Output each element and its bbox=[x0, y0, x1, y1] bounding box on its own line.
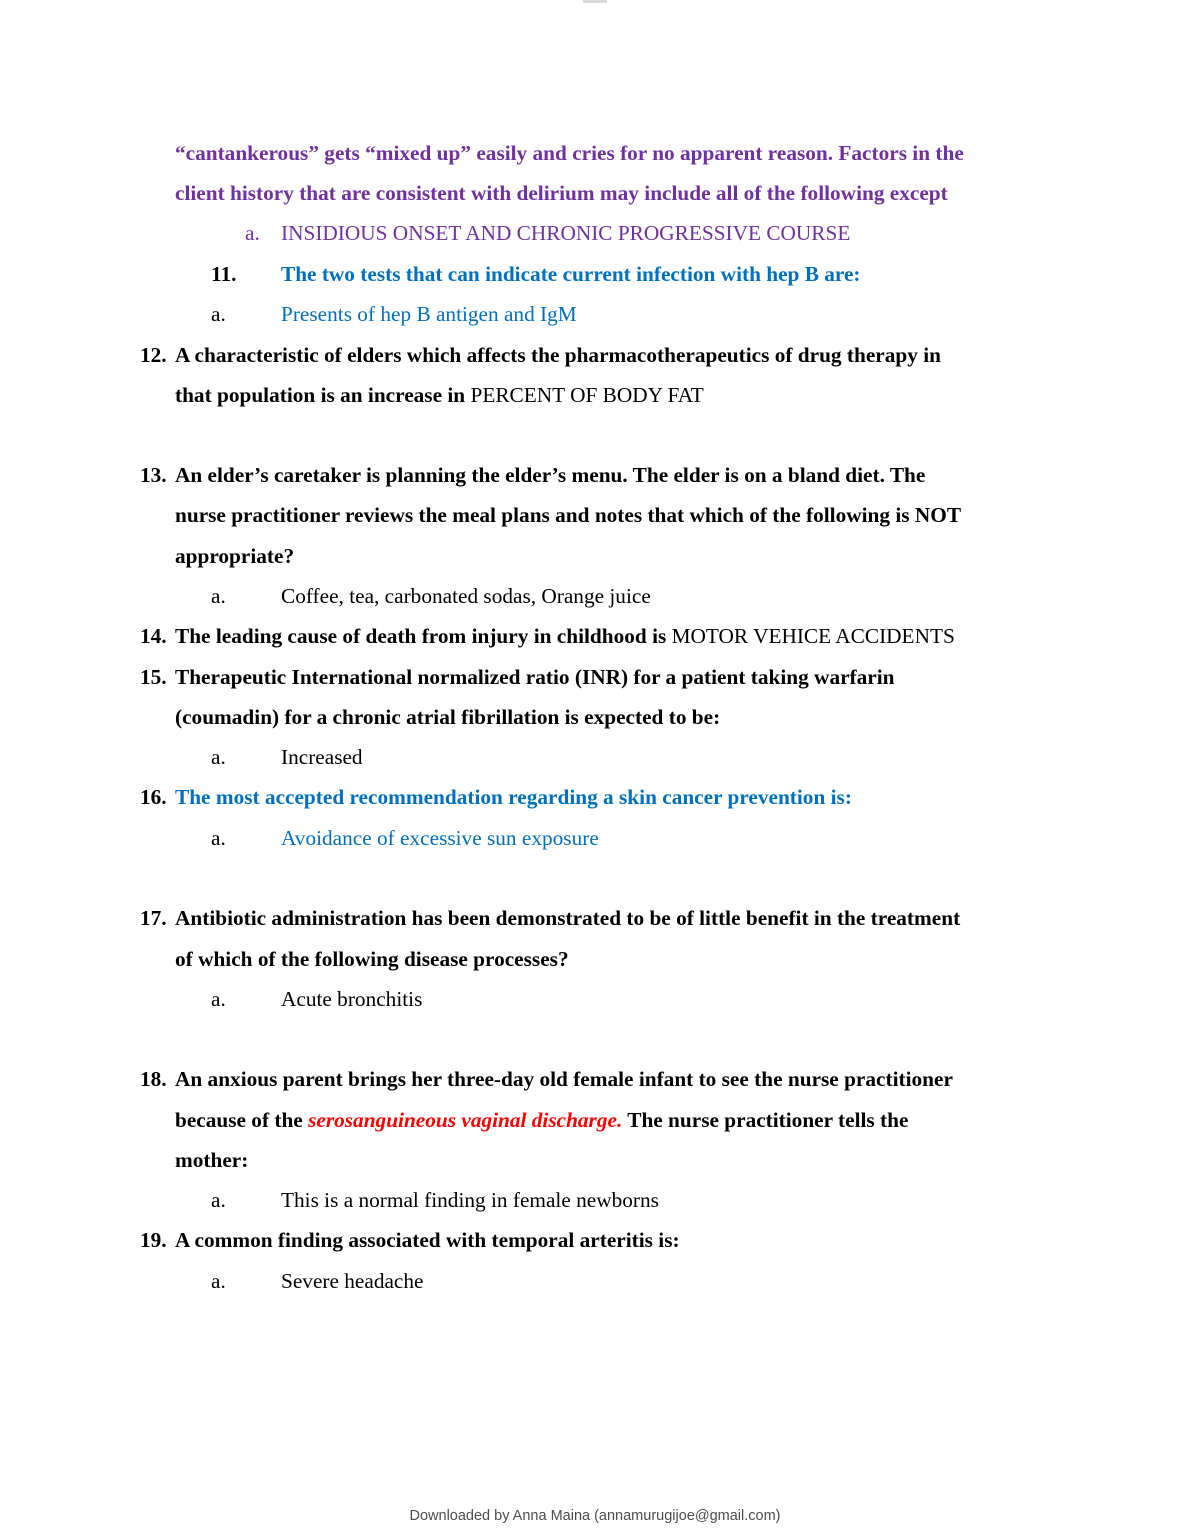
q19-answer: Severe headache bbox=[281, 1269, 424, 1293]
q17-answer-letter: a. bbox=[211, 987, 226, 1011]
q18-line-2-end: The nurse practitioner tells the bbox=[627, 1108, 909, 1132]
q12-line-2-bold: that population is an increase in bbox=[175, 383, 466, 407]
q13-text-line-1: An elder’s caretaker is planning the elder’s menu. The elder is on a bland diet. The bbox=[175, 463, 926, 487]
q10-text-line-1: “cantankerous” gets “mixed up” easily and cries for no apparent reason. Factors in the bbox=[175, 141, 964, 165]
q11-question: The two tests that can indicate current infection with hep B are: bbox=[281, 262, 861, 286]
q19-answer-letter: a. bbox=[211, 1269, 226, 1293]
q17-answer: Acute bronchitis bbox=[281, 987, 423, 1011]
q14-answer: MOTOR VEHICE ACCIDENTS bbox=[671, 624, 955, 648]
q14-question: The leading cause of death from injury in childhood is bbox=[175, 624, 667, 648]
q15-text-line-1: Therapeutic International normalized ratio (INR) for a patient taking warfarin bbox=[175, 665, 895, 689]
q10-text-line-2: client history that are consistent with delirium may include all of the following except bbox=[175, 181, 948, 205]
q18-line-2-start: because of the bbox=[175, 1108, 303, 1132]
q13-text-line-3: appropriate? bbox=[175, 544, 295, 568]
q15-number: 15. bbox=[140, 665, 167, 689]
q18-text-line-3: mother: bbox=[175, 1148, 249, 1172]
q12-number: 12. bbox=[140, 343, 167, 367]
q16-answer: Avoidance of excessive sun exposure bbox=[281, 826, 599, 850]
q15-answer-letter: a. bbox=[211, 745, 226, 769]
q12-text-line-1: A characteristic of elders which affects the pharmacotherapeutics of drug therapy in bbox=[175, 343, 941, 367]
header-watermark bbox=[583, 0, 607, 3]
q11-answer-letter: a. bbox=[211, 302, 226, 326]
q12-answer: PERCENT OF BODY FAT bbox=[470, 383, 704, 407]
q17-number: 17. bbox=[140, 906, 167, 930]
q13-text-line-2: nurse practitioner reviews the meal plans and notes that which of the following is NOT bbox=[175, 503, 962, 527]
q19-question: A common finding associated with temporal arteritis is: bbox=[175, 1228, 680, 1252]
q13-answer-letter: a. bbox=[211, 584, 226, 608]
q15-answer: Increased bbox=[281, 745, 363, 769]
q13-number: 13. bbox=[140, 463, 167, 487]
q18-text-line-2 bbox=[175, 1106, 908, 1134]
q15-text-line-2: (coumadin) for a chronic atrial fibrillation is expected to be: bbox=[175, 705, 721, 729]
q12-text-line-2 bbox=[175, 381, 704, 409]
q16-answer-letter: a. bbox=[211, 826, 226, 850]
q18-number: 18. bbox=[140, 1067, 167, 1091]
q18-text-line-1: An anxious parent brings her three-day old female infant to see the nurse practitioner bbox=[175, 1067, 953, 1091]
q18-emphasis: serosanguineous vaginal discharge. bbox=[308, 1108, 623, 1132]
q16-question: The most accepted recommendation regarding a skin cancer prevention is: bbox=[175, 785, 852, 809]
download-footer: Downloaded by Anna Maina (annamurugijoe@gmail.com) bbox=[409, 1508, 781, 1524]
q17-text-line-2: of which of the following disease processes? bbox=[175, 947, 569, 971]
q10-answer: INSIDIOUS ONSET AND CHRONIC PROGRESSIVE COURSE bbox=[281, 221, 851, 245]
q14-number: 14. bbox=[140, 624, 167, 648]
q18-answer-letter: a. bbox=[211, 1188, 226, 1212]
q14-text bbox=[175, 622, 955, 650]
q17-text-line-1: Antibiotic administration has been demonstrated to be of little benefit in the treatment bbox=[175, 906, 961, 930]
q18-answer: This is a normal finding in female newborns bbox=[281, 1188, 659, 1212]
q19-number: 19. bbox=[140, 1228, 167, 1252]
q10-answer-letter: a. bbox=[245, 221, 260, 245]
q11-answer: Presents of hep B antigen and IgM bbox=[281, 302, 577, 326]
q11-number: 11. bbox=[211, 262, 237, 286]
q16-number: 16. bbox=[140, 785, 167, 809]
q13-answer: Coffee, tea, carbonated sodas, Orange juice bbox=[281, 584, 651, 608]
